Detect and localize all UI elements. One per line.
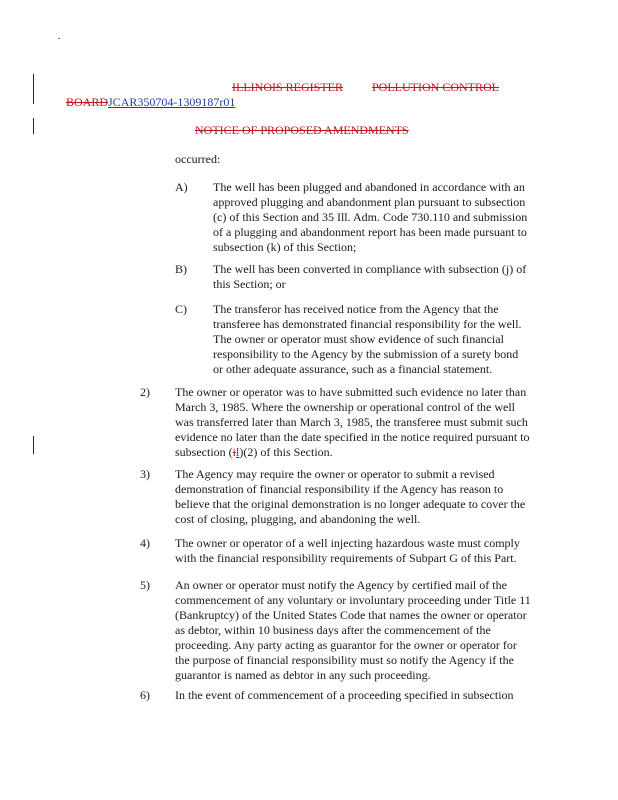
item-text: The Agency may require the owner or operator to submit a revised demonstration of financial responsibility if the Agency has reason to believe that the original demonstration is no longer adequate to cover the cost of closing, plugging, and abandoning the well. [175,467,526,526]
sub-item-text: The well has been plugged and abandoned in accordance with an approved plugging and abandonment plan pursuant to subsection (c) of this Section and 35 Ill. Adm. Code 730.110 and submission of a plugging and abandonment report has been made pursuant to subsection (k) of this Section; [213,180,528,254]
item-text [175,385,531,460]
item-label: C) [175,302,187,316]
jcar-code: JCAR350704-1309187r01 [108,95,236,109]
item-label: 3) [140,467,150,481]
deleted-text: i [232,445,236,459]
item-label: 5) [140,578,150,592]
inserted-text: l [236,445,240,459]
board-header [372,80,499,95]
scan-speck [58,38,60,39]
board-line [66,95,235,110]
notice-header [195,123,409,138]
lead-in-text: occurred: [175,152,221,166]
item-text: An owner or operator must notify the Agency by certified mail of the commencement of any voluntary or involuntary proceeding under Title 11 (Bankruptcy) of the United States Code that names the owner or operator as debtor, within 10 business days after the commencement of the proceeding. Any party acting as guarantor for the owner or operator for the purpose of financial responsibility must so notify the Agency if the guarantor is named as debtor in any such proceeding. [175,578,531,682]
item-label: 4) [140,536,150,550]
item-label: B) [175,262,187,276]
register-title: ILLINOIS REGISTER [232,80,343,94]
item-text-after: )(2) of this Section. [239,445,333,459]
board-name-continued: BOARD [66,95,109,109]
change-bar [33,74,34,104]
change-bar [33,118,34,134]
change-bar [33,436,34,454]
item-text: The owner or operator of a well injecting hazardous waste must comply with the financial responsibility requirements of Subpart G of this Part. [175,536,520,565]
item-label: 2) [140,385,150,399]
notice-title: NOTICE OF PROPOSED AMENDMENTS [195,123,409,137]
board-name: POLLUTION CONTROL [372,80,499,94]
sub-item-text: The transferor has received notice from the Agency that the transferee has demonstrated financial responsibility for the well. The owner or operator must show evidence of such financial responsibility to the Agency by the submission of a surety bond or other adequate assurance, such as a financial statement. [213,302,522,376]
item-text: In the event of commencement of a proceeding specified in subsection [175,688,514,702]
item-label: A) [175,180,188,194]
register-header [232,80,343,95]
item-text-before: The owner or operator was to have submitted such evidence no later than March 3, 1985. Where the ownership or operational control of the well was transferred later than March 3, 1985, the transferee must submit such evidence no later than the date specified in the notice required pursuant to subsection ( [175,385,530,459]
item-label: 6) [140,688,150,702]
sub-item-text: The well has been converted in compliance with subsection (j) of this Section; or [213,262,527,291]
